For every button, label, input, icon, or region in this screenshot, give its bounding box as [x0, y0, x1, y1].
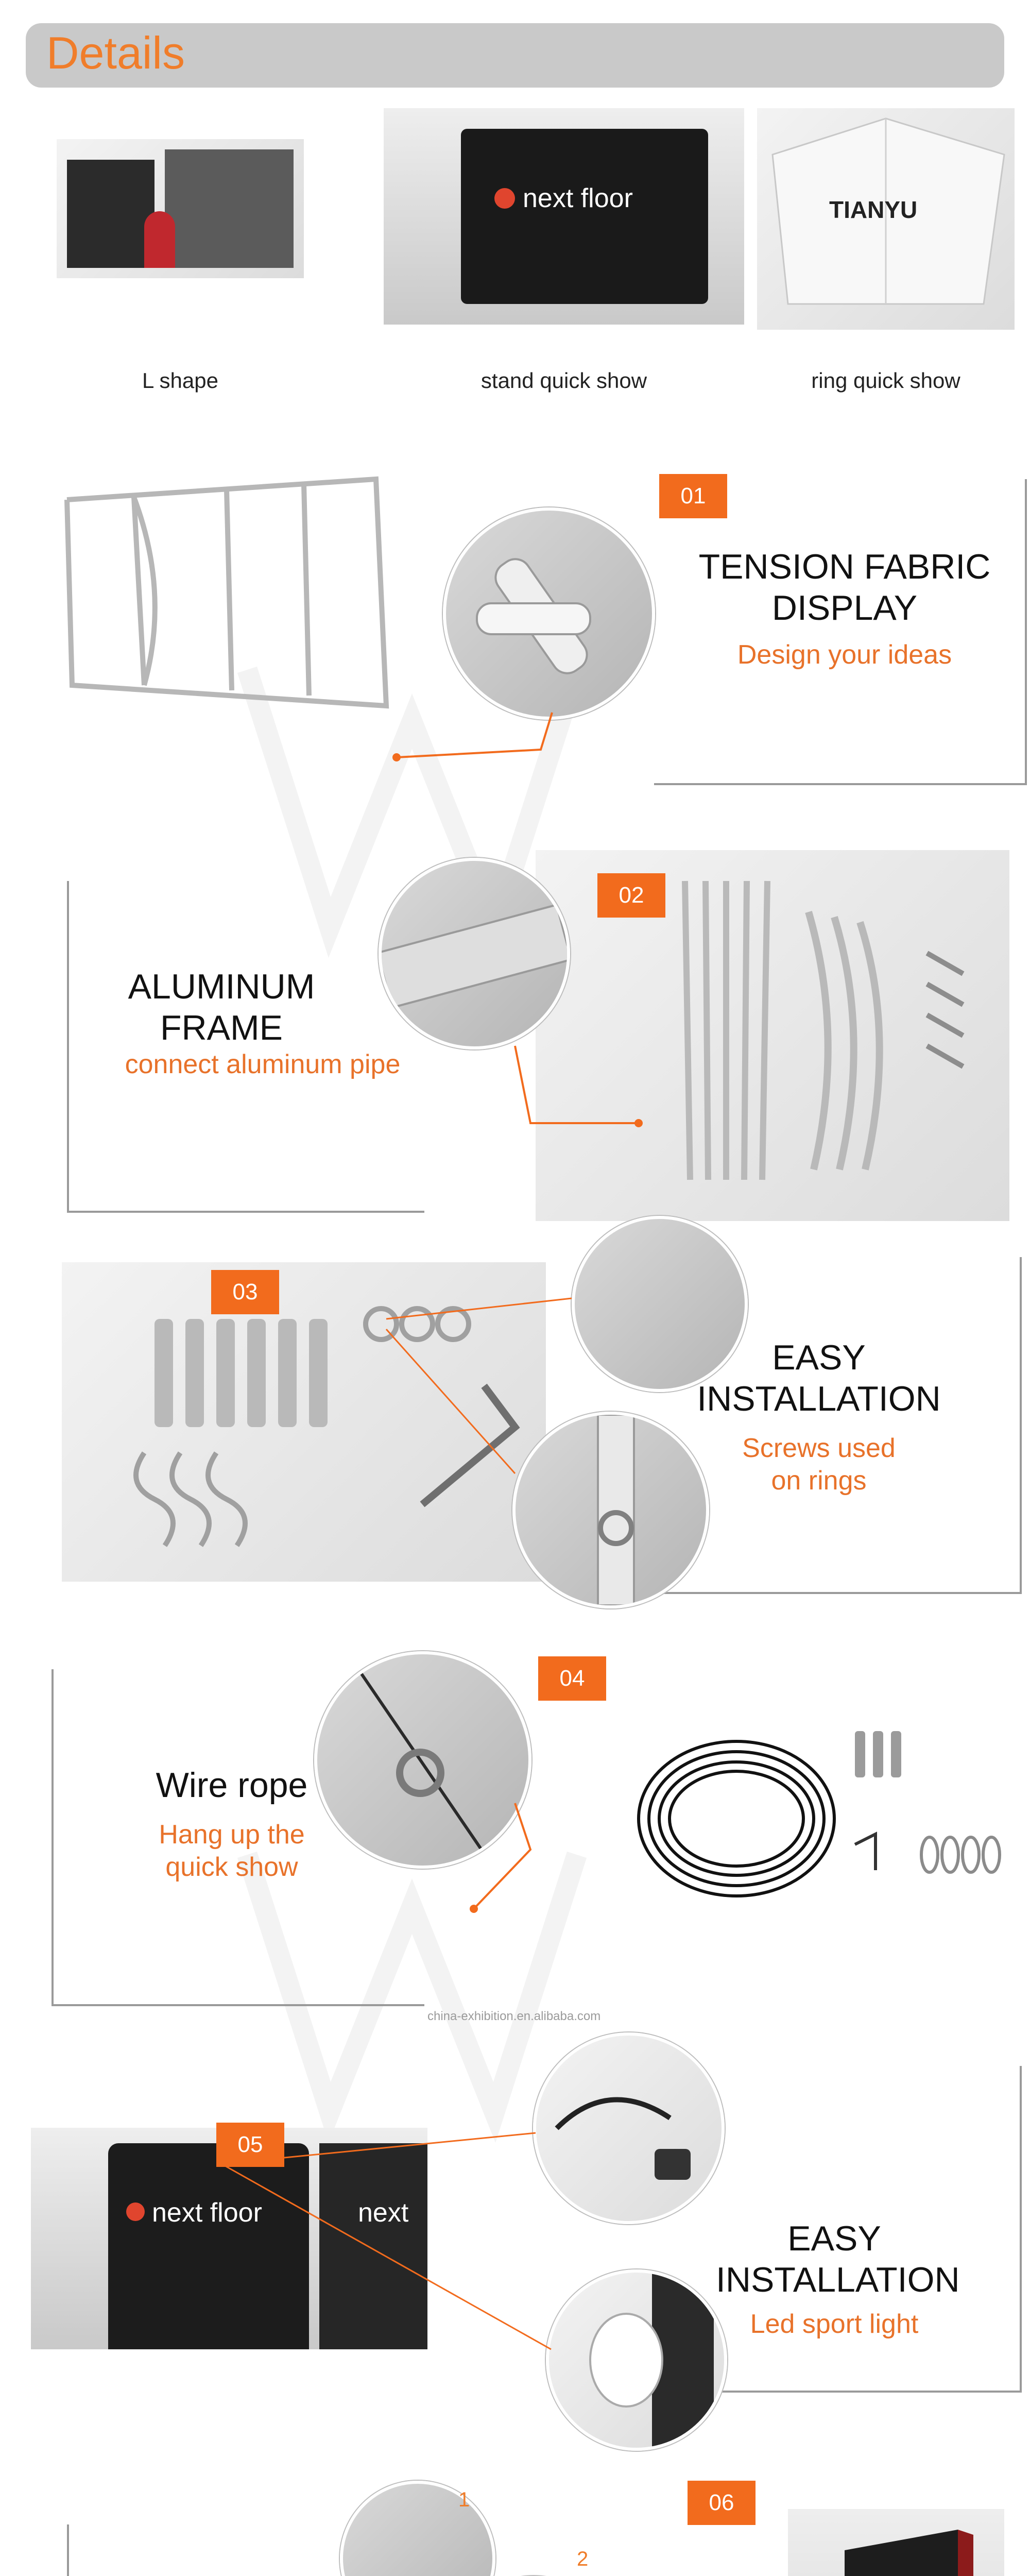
- ring-quick-show-caption: ring quick show: [811, 368, 960, 393]
- feet-step-1-label: 1: [458, 2488, 470, 2511]
- section-03-badge: 03: [211, 1270, 279, 1314]
- section-02-title: ALUMINUM FRAME: [128, 967, 315, 1048]
- section-05-badge: 05: [216, 2123, 284, 2167]
- section-03-subtitle: Screws used on rings: [742, 1433, 896, 1496]
- stand-quick-show-caption: stand quick show: [480, 368, 647, 393]
- l-shape-caption: L shape: [142, 368, 218, 393]
- watermark-text: china-exhibition.en.alibaba.com: [427, 2009, 601, 2023]
- section-04-subtitle: Hang up the quick show: [159, 1820, 305, 1883]
- section-02-badge: 02: [597, 873, 665, 918]
- section-04-title: Wire rope: [156, 1766, 308, 1805]
- section-05-title: EASY INSTALLATION: [716, 2219, 960, 2300]
- section-01-title: TENSION FABRIC DISPLAY: [698, 547, 991, 628]
- section-01-badge: 01: [659, 474, 727, 518]
- feet-step-2-label: 2: [577, 2548, 589, 2570]
- stand-sign-text: next floor: [523, 183, 633, 213]
- page-title: Details: [46, 27, 185, 78]
- section-05-subtitle: Led sport light: [750, 2309, 919, 2339]
- section-03-title: EASY INSTALLATION: [697, 1338, 941, 1419]
- booth-sign-text: next floor: [152, 2198, 262, 2228]
- section-04-badge: 04: [538, 1656, 606, 1701]
- booth-sign-text-right: next: [358, 2198, 409, 2228]
- section-06-badge: 06: [688, 2481, 756, 2525]
- section-01-subtitle: Design your ideas: [737, 640, 952, 670]
- ring-sign-text: TIANYU: [829, 196, 918, 223]
- section-02-subtitle: connect aluminum pipe: [125, 1049, 401, 1079]
